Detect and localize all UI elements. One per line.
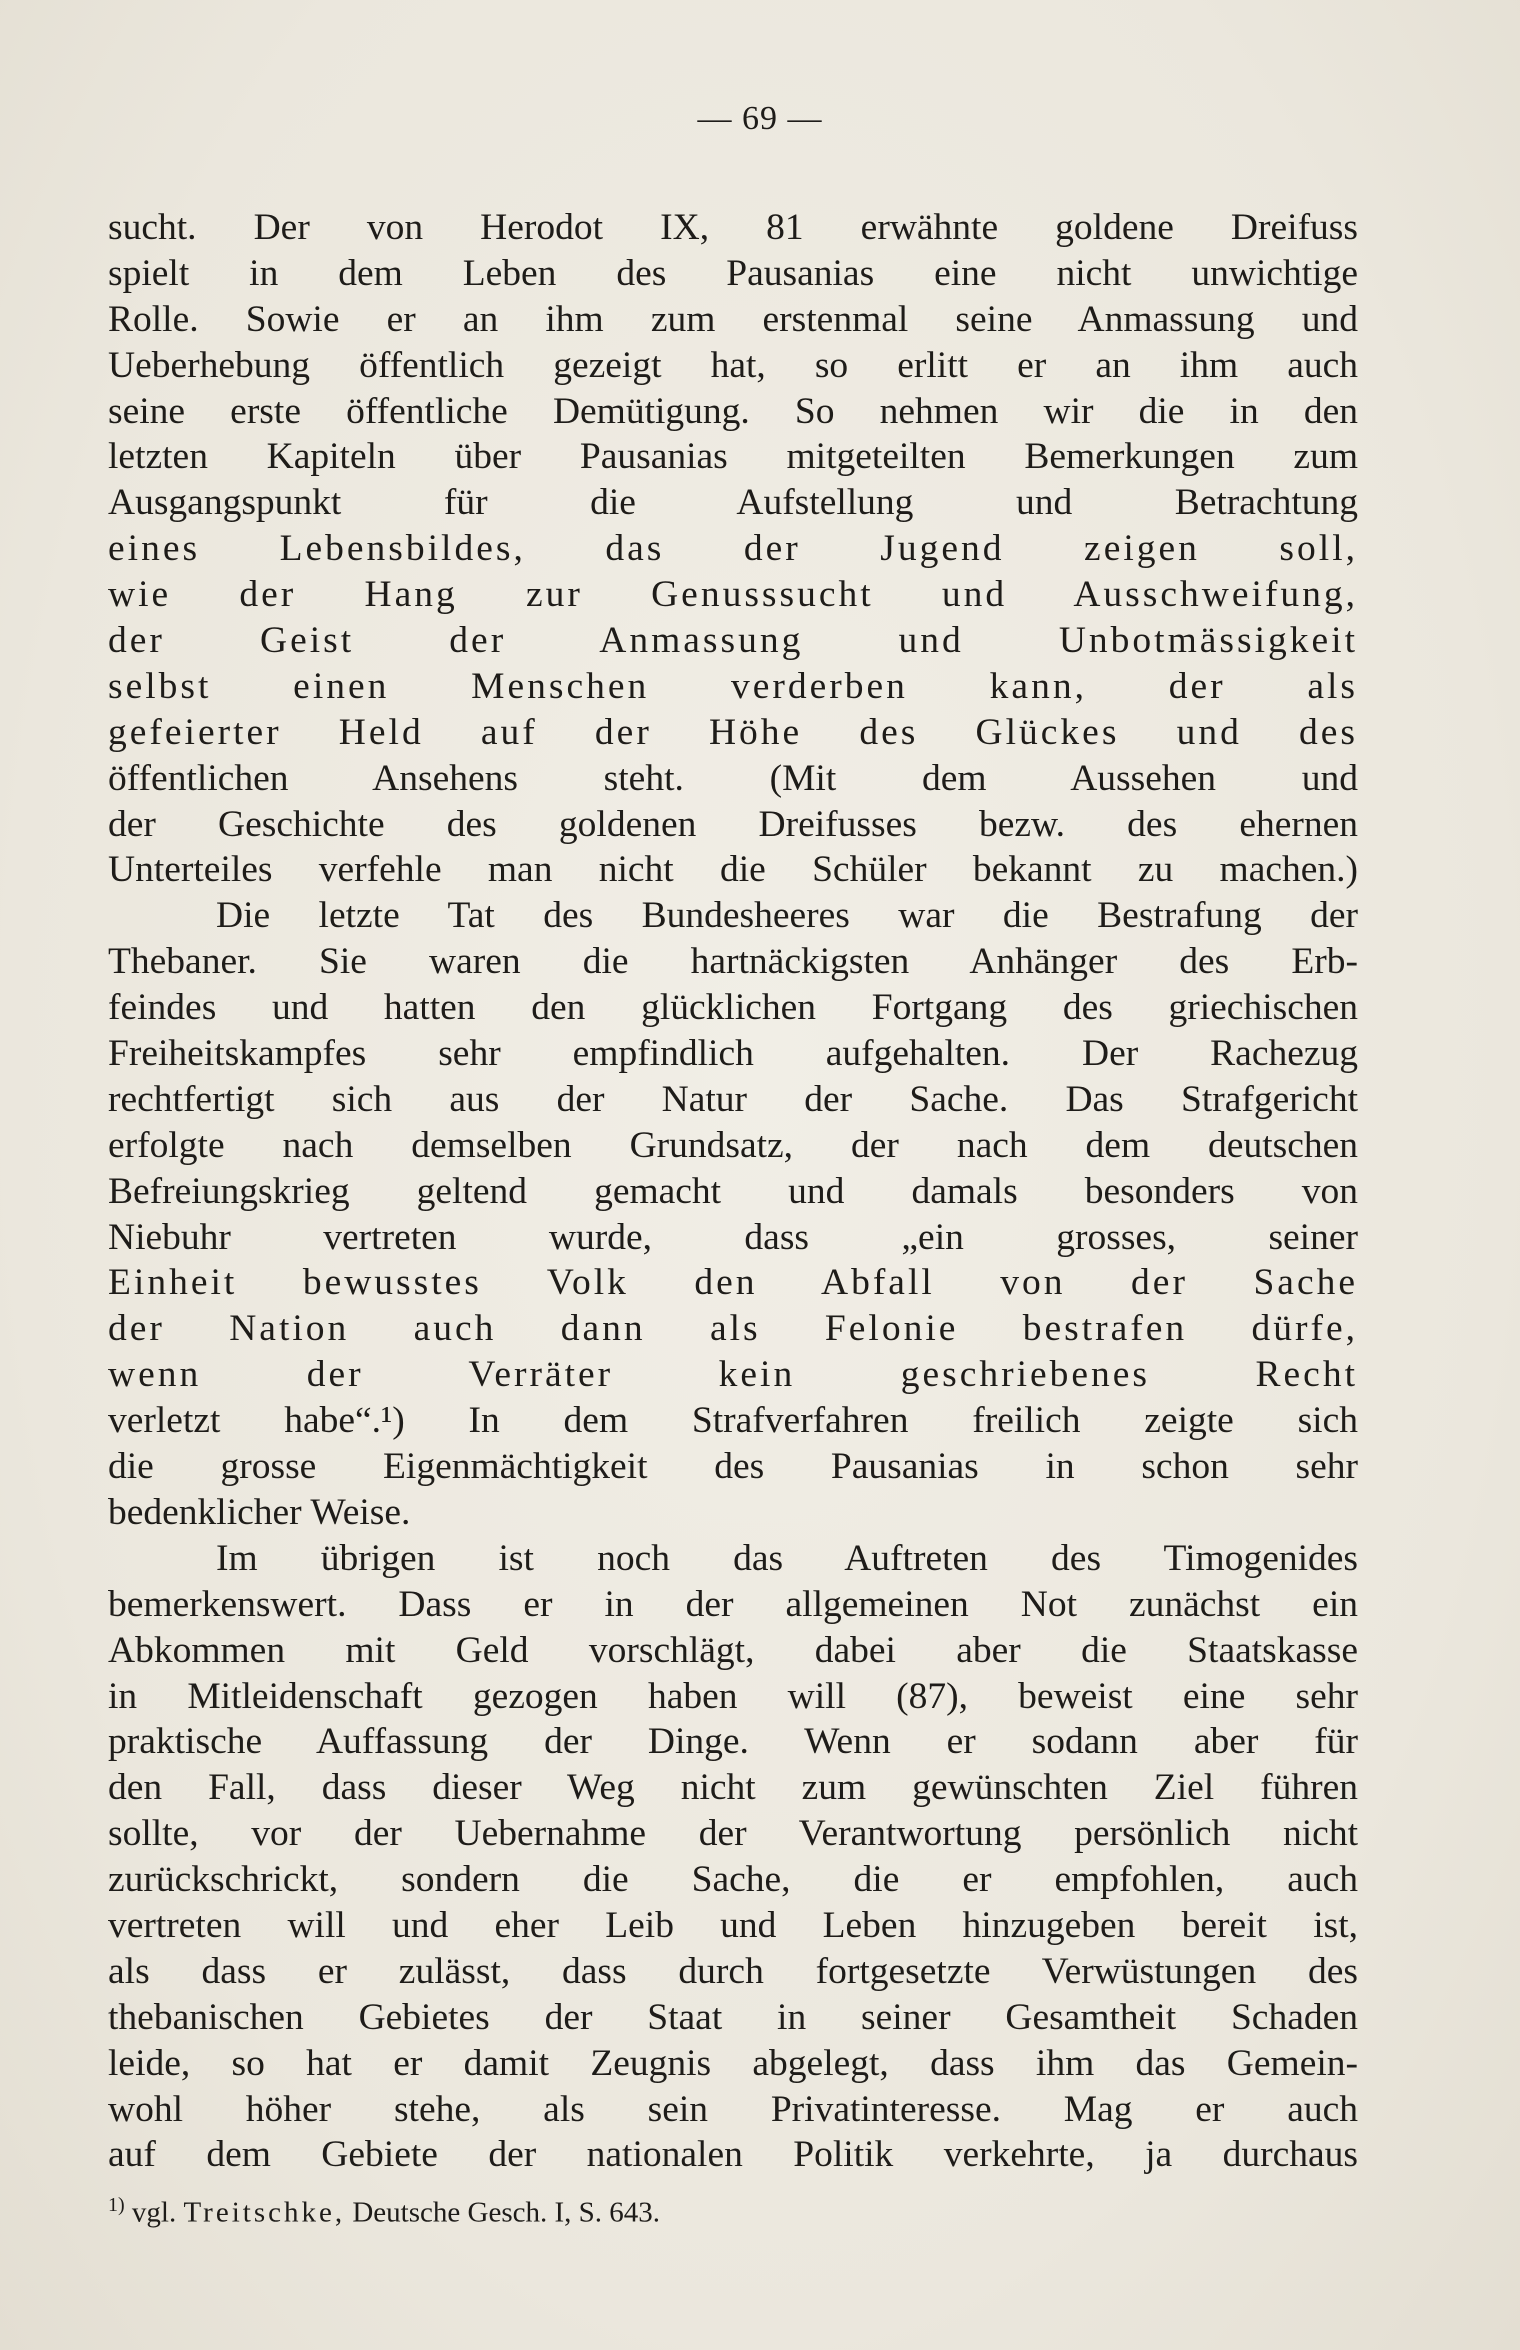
text-line: die grosse Eigenmächtigkeit des Pausanias in schon sehr [108,1446,1358,1488]
text-line: leide, so hat er damit Zeugnis abgelegt, dass ihm das Gemein- [108,2042,1358,2084]
text-line: feindes und hatten den glücklichen Fortgang des griechischen [108,987,1358,1029]
text-line-emphasis: eines Lebensbildes, das der Jugend zeigen soll, [108,528,1358,570]
text-line: sollte, vor der Uebernahme der Verantwortung persönlich nicht [108,1813,1358,1855]
text-line: wohl höher stehe, als sein Privatinteresse. Mag er auch [108,2088,1358,2130]
text-line: rechtfertigt sich aus der Natur der Sache. Das Strafgericht [108,1078,1358,1120]
text-line-emphasis: selbst einen Menschen verderben kann, der als [108,665,1358,707]
paragraph-start-line: Im übrigen ist noch das Auftreten des Timogenides [216,1537,1358,1579]
text-line: seine erste öffentliche Demütigung. So nehmen wir die in den [108,390,1358,432]
text-line: der Geschichte des goldenen Dreifusses bezw. des ehernen [108,803,1358,845]
text-line: zurückschrickt, sondern die Sache, die er empfohlen, auch [108,1859,1358,1901]
text-line: vertreten will und eher Leib und Leben hinzugeben bereit ist, [108,1904,1358,1946]
text-line-emphasis: wie der Hang zur Genusssucht und Ausschweifung, [108,574,1358,616]
paragraph-start-line: Die letzte Tat des Bundesheeres war die Bestrafung der [216,895,1358,937]
text-line: erfolgte nach demselben Grundsatz, der nach dem deutschen [108,1124,1358,1166]
text-line: in Mitleidenschaft gezogen haben will (87), beweist eine sehr [108,1675,1358,1717]
paragraph-end-line: bedenklicher Weise. [108,1491,411,1533]
body-text [108,205,1358,2178]
text-line: thebanischen Gebietes der Staat in seiner Gesamtheit Schaden [108,1996,1358,2038]
text-line: verletzt habe“.¹) In dem Strafverfahren freilich zeigte sich [108,1400,1358,1442]
page-number: — 69 — [697,100,823,137]
text-line: Rolle. Sowie er an ihm zum erstenmal seine Anmassung und [108,298,1358,340]
text-line-emphasis: der Geist der Anmassung und Unbotmässigkeit [108,620,1358,662]
text-line: Niebuhr vertreten wurde, dass „ein grosses, seiner [108,1216,1358,1258]
text-line: als dass er zulässt, dass durch fortgesetzte Verwüstungen des [108,1950,1358,1992]
text-line-emphasis: Einheit bewusstes Volk den Abfall von der Sache [108,1262,1358,1304]
text-line: sucht. Der von Herodot IX, 81 erwähnte goldene Dreifuss [108,207,1358,248]
footnote-author: Treitschke, [183,2196,346,2229]
text-line: praktische Auffassung der Dinge. Wenn er sodann aber für [108,1721,1358,1763]
footnote-reference: Deutsche Gesch. I, S. 643. [352,2196,661,2229]
text-line: Ueberhebung öffentlich gezeigt hat, so erlitt er an ihm auch [108,344,1358,386]
text-line: spielt in dem Leben des Pausanias eine nicht unwichtige [108,252,1358,294]
footnote-prefix: vgl. [131,2196,177,2229]
text-line: letzten Kapiteln über Pausanias mitgeteilten Bemerkungen zum [108,436,1358,478]
text-line: Abkommen mit Geld vorschlägt, dabei aber die Staatskasse [108,1629,1358,1671]
text-line: Unterteiles verfehle man nicht die Schüler bekannt zu machen.) [108,849,1358,891]
footnote-mark: 1) [108,2194,125,2216]
text-line: Befreiungskrieg geltend gemacht und damals besonders von [108,1170,1358,1212]
text-line: öffentlichen Ansehens steht. (Mit dem Aussehen und [108,757,1358,799]
text-line: den Fall, dass dieser Weg nicht zum gewünschten Ziel führen [108,1767,1358,1809]
text-line: bemerkenswert. Dass er in der allgemeinen Not zunächst ein [108,1583,1358,1625]
text-line-emphasis: der Nation auch dann als Felonie bestrafen dürfe, [108,1308,1358,1350]
text-line-emphasis: wenn der Verräter kein geschriebenes Recht [108,1354,1358,1396]
text-line: Freiheitskampfes sehr empfindlich aufgehalten. Der Rachezug [108,1033,1358,1075]
text-line-emphasis: gefeierter Held auf der Höhe des Glückes und des [108,711,1358,753]
text-line: auf dem Gebiete der nationalen Politik verkehrte, ja durchaus [108,2134,1358,2176]
text-line: Thebaner. Sie waren die hartnäckigsten Anhänger des Erb- [108,941,1358,983]
text-line: Ausgangspunkt für die Aufstellung und Betrachtung [108,482,1358,524]
footnote [108,2185,660,2233]
